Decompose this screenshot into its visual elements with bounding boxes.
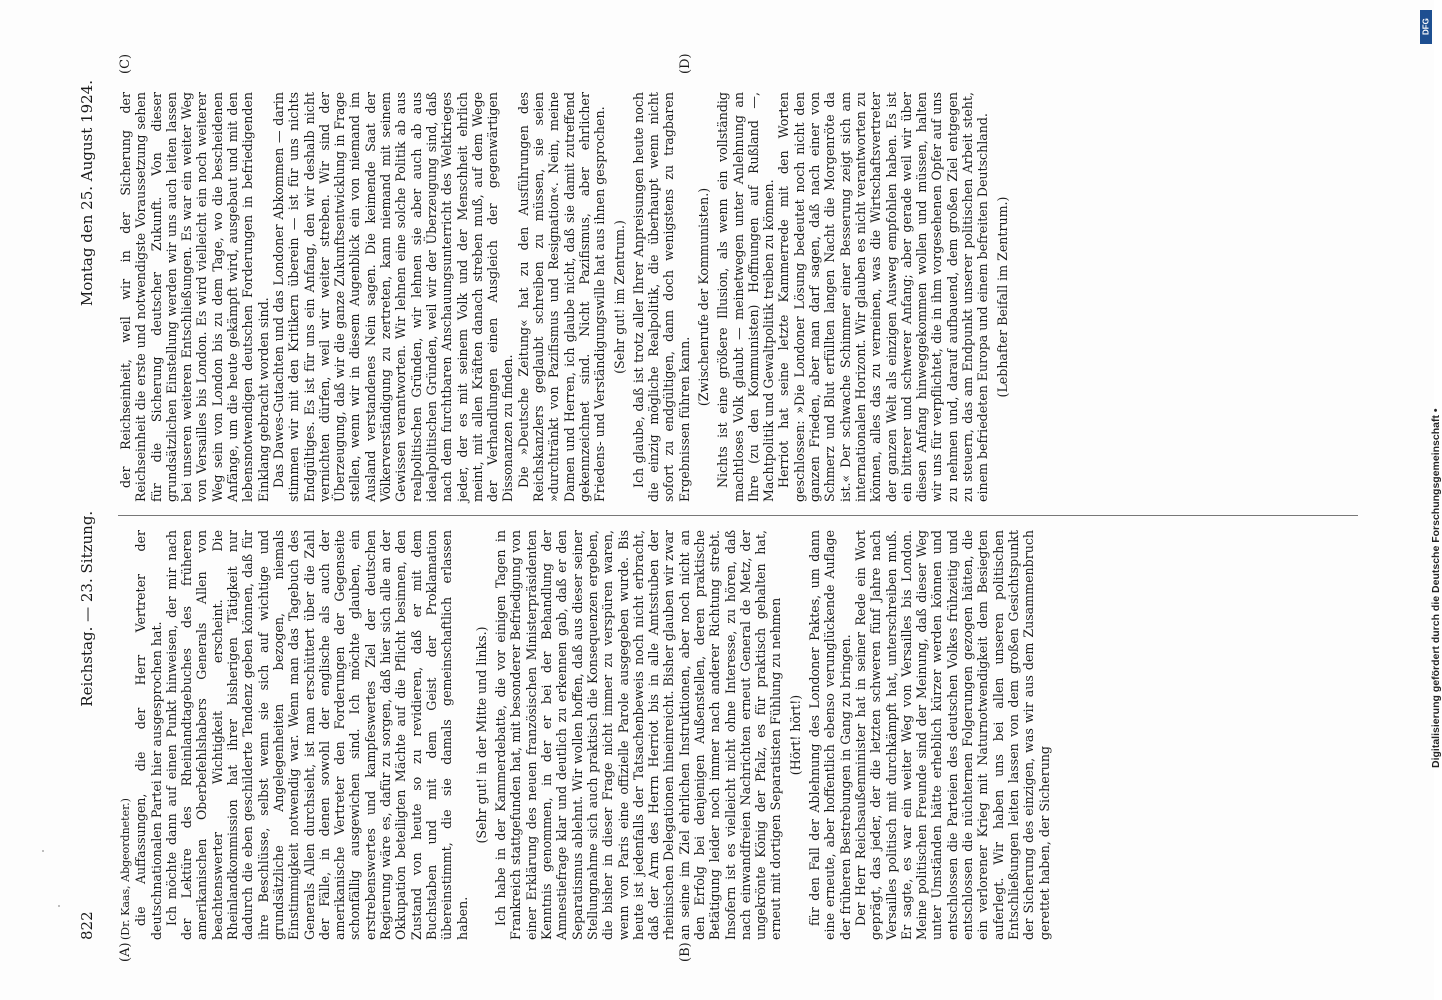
right-column xyxy=(118,92,1014,502)
dfg-credit-text: Digitalisierung gefördert durch die Deutsche Forschungsgemeinschaft • xyxy=(1430,408,1442,768)
scan-speck xyxy=(58,905,60,907)
scan-speck xyxy=(42,850,44,852)
paragraph: Das Dawes-Gutachten und das Londoner Abkommen — darin stimmen wir mit den Kritikern überein — ist für uns nichts Endgültiges. Es ist für uns ein Anfang, den wir deshalb nicht vernichten dürfen, weil wir weiter streben. Wir sind der Überzeugung, daß wir die ganze Zukunftsentwicklung in Frage stellen, wenn wir in diesem Augenblick ein von niemand im Ausland verstandenes Nein sagen. Die keimende Saat der Völkerverständigung zu zertreten, kann niemand mit seinem Gewissen verantworten. Wir lehnen eine solche Politik ab aus realpolitischen Gründen, wir lehnen sie aber auch ab aus idealpolitischen Gründen, weil wir der Überzeugung sind, daß nach dem furchtbaren Anschauungsunterricht des Weltkrieges jeder, der es mit seinem Volk und der Menschheit ehrlich meint, mit allen Kräften danach streben muß, auf dem Wege der Verhandlungen einen Ausgleich der gegenwärtigen Dissonanzen zu finden. xyxy=(270,92,516,502)
interjection: (Sehr gut! in der Mitte und links.) xyxy=(473,626,489,844)
paragraph: Ich möchte dann auf einen Punkt hinweisen, der mir nach der Lektüre des Rheinlandtagebuches des früheren amerikanischen Oberbefehlshabers Generals Allen von beachtenswerter Wichtigkeit erscheint. Die Rheinlandkommission hat ihrer bisherigen Tätigkeit nur dadurch die eben geschilderte Tendenz geben können, daß für ihre Beschlüsse, selbst wenn sie sich auf wichtige und grundsätzliche Angelegenheiten bezogen, niemals Einstimmigkeit notwendig war. Wenn man das Tagebuch des Generals Allen durchsieht, ist man erschüttert über die Zahl der Fälle, in denen sowohl der englische als auch der amerikanische Vertreter den Forderungen der Gegenseite schonfällig ausgewichen sind. Ich möchte glauben, ein erstrebenswertes und kampfeswertes Ziel der deutschen Regierung wäre es, dafür zu sorgen, daß hier sich alle an der Okkupation beteiligten Mächte auf die Pflicht besinnen, den Zustand von heute so zu revidieren, daß er mit dem Buchstaben und mit dem Geist der Proklamation übereinstimmt, die sie damals gemeinschaftlich erlassen haben. xyxy=(163,530,470,940)
margin-mark-d: (D) xyxy=(678,53,693,74)
paragraph: Nichts ist eine größere Illusion, als wenn ein vollständig machtloses Volk glaubt — meinetwegen unter Anlehnung an Ihre (zu den Kommunisten) Hoffnungen auf Rußland —, Machtpolitik und Gewaltpolitik treiben zu können. xyxy=(715,92,777,502)
paragraph: die Auffassungen, die der Herr Vertreter der deutschnationalen Partei hier ausgesprochen hat. xyxy=(133,530,164,940)
dfg-side-note xyxy=(1418,8,1442,768)
closing-applause: (Lebhafter Beifall im Zentrum.) xyxy=(994,196,1010,398)
header-title: Reichstag. — 23. Sitzung. xyxy=(78,510,96,707)
speaker-line: (Dr. Kaas, Abgeordneter.) xyxy=(119,798,132,940)
paragraph: Der Herr Reichsaußenminister hat in seiner Rede ein Wort geprägt, das jeder, der die letzten schweren fünf Jahre nach Versailles politisch mit durchkämpft hat, unterschreiben muß. Er sagte, es war ein weiter Weg von Versailles bis London. Meine politischen Freunde sind der Meinung, daß dieser Weg unter Umständen hätte erheblich kürzer werden können und entschlossen die Parteien des deutschen Volkes frühzeitig und entschlossen die nüchternen Folgerungen gezogen hätten, die ein verlorener Krieg mit Naturnotwendigkeit dem Besiegten auferlegt. Wir haben uns bei allen unseren politischen Entschließungen leiten lassen von dem großen Gesichtspunkt der Sicherung des einzigen, was wir aus dem Zusammenbruch gerettet haben, der Sicherung xyxy=(852,530,1052,940)
margin-mark-a: (A) xyxy=(118,942,133,962)
margin-mark-c: (C) xyxy=(118,53,133,74)
column-rule xyxy=(118,515,1358,516)
rotated-text-block xyxy=(78,53,1408,962)
margin-mark-b: (B) xyxy=(678,942,693,962)
header-date: Montag den 25. August 1924. xyxy=(78,80,96,307)
paragraph: für den Fall der Ablehnung des Londoner Paktes, um dann eine erneute, aber hoffentlich ebenso verunglückende Auflage der früheren Bestrebungen in Gang zu bringen. xyxy=(807,530,853,940)
paragraph: Die »Deutsche Zeitung« hat zu den Ausführungen des Reichskanzlers geglaubt schreiben zu müssen, sie seien »durchtränkt von Pazifismus und Resignation«. Nein, meine Damen und Herren, ich glaube nicht, daß sie damit zutreffend gekennzeichnet sind. Nicht Pazifismus, aber ehrlicher Friedens- und Verständigungswille hat aus ihnen gesprochen. xyxy=(515,92,608,502)
interjection: (Hört! hört!) xyxy=(787,694,803,776)
paragraph: der Reichseinheit, weil wir in der Sicherung der Reichseinheit die erste und notwendigste Voraussetzung sehen für die Sicherung deutscher Zukunft. Von dieser grundsätzlichen Einstellung werden wir uns auch leiten lassen bei unseren weiteren Entschließungen. Es war ein weiter Weg von Versailles bis London. Es wird vielleicht ein noch weiterer Weg sein von London bis zu dem Tage, wo die bescheidenen Anfänge, um die heute gekämpft wird, ausgebaut und mit den lebensnotwendigen deutschen Forderungen in befriedigenden Einklang gebracht worden sind. xyxy=(118,92,271,502)
paragraph: Herriot hat seine letzte Kammerrede mit den Worten geschlossen: »Die Londoner Lösung bedeutet noch nicht den ganzen Frieden, aber man darf sagen, daß nach einer von Schmerz und Blut erfüllten langen Nacht die Morgenröte da ist.« Der schwache Schimmer einer Besserung zeigt sich am internationalen Horizont. Wir glauben es nicht verantworten zu können, alles das zu verneinen, was die Wirtschaftsvertreter der ganzen Welt als einzigen Ausweg empfohlen haben. Es ist ein bitterer und schwerer Anfang; aber gerade weil wir über diesen Anfang hinweggekommen wollen und müssen, halten wir uns für verpflichtet, die in ihm vorgesehenen Opfer auf uns zu nehmen und, darauf aufbauend, dem großen Ziel entgegen zu steuern, das am Endpunkt unserer politischen Arbeit steht, einem befriedeten Europa und einem befreiten Deutschland. xyxy=(776,92,991,502)
right-paragraphs-3 xyxy=(715,92,990,502)
right-paragraphs-2 xyxy=(631,92,692,502)
interjection: (Sehr gut! im Zentrum.) xyxy=(611,220,627,374)
page-number: 822 xyxy=(78,911,96,940)
left-paragraphs-2 xyxy=(493,530,784,940)
paragraph: Ich glaube, daß ist trotz aller Ihrer Anpreisungen heute noch die einzig mögliche Realpolitik, die überhaupt wenn nicht sofort zu endgültigen, dann doch wenigstens zu tragbaren Ergebnissen führen kann. xyxy=(630,92,692,502)
left-paragraphs-3 xyxy=(807,530,1052,940)
interjection: (Zwischenrufe der Kommunisten.) xyxy=(695,187,711,407)
paragraph: Ich habe in der Kammerdebatte, die vor einigen Tagen in Frankreich stattgefunden hat, mit besonderer Befriedigung von einer Erklärung des neuen französischen Ministerpräsidenten Kenntnis genommen, in der er bei der Behandlung der Amnestiefrage klar und deutlich zu erkennen gab, daß er den Separatismus ablehnt. Wir wollen hoffen, daß aus dieser seiner Stellungnahme sich auch praktisch die Konsequenzen ergeben, die bisher in dieser Frage nicht immer zu verspüren waren, wenn von Paris eine offizielle Parole ausgegeben wurde. Bis heute ist jedenfalls der Tatsachenbeweis noch nicht erbracht, daß der Arm des Herrn Herriot bis in alle Amtsstuben der rheinischen Delegationen hineinreicht. Bisher glauben wir zwar an seine im Ziel ehrlichen Instruktionen, aber noch nicht an den Erfolg bei denjenigen Außenstellen, deren praktische Betätigung leider noch immer nach anderer Richtung strebt. Insofern ist es vielleicht nicht ohne Interesse, zu hören, daß nach einwandfreien Nachrichten erneut General de Metz, der ungekrönte König der Pfalz, es für praktisch gehalten hat, erneut mit dortigen Separatisten Fühlung zu nehmen xyxy=(493,530,784,940)
running-header xyxy=(78,80,100,940)
left-paragraphs-1 xyxy=(133,530,470,940)
right-paragraphs-1 xyxy=(118,92,608,502)
left-column xyxy=(118,530,1052,940)
dfg-logo: DFG xyxy=(1420,10,1432,44)
